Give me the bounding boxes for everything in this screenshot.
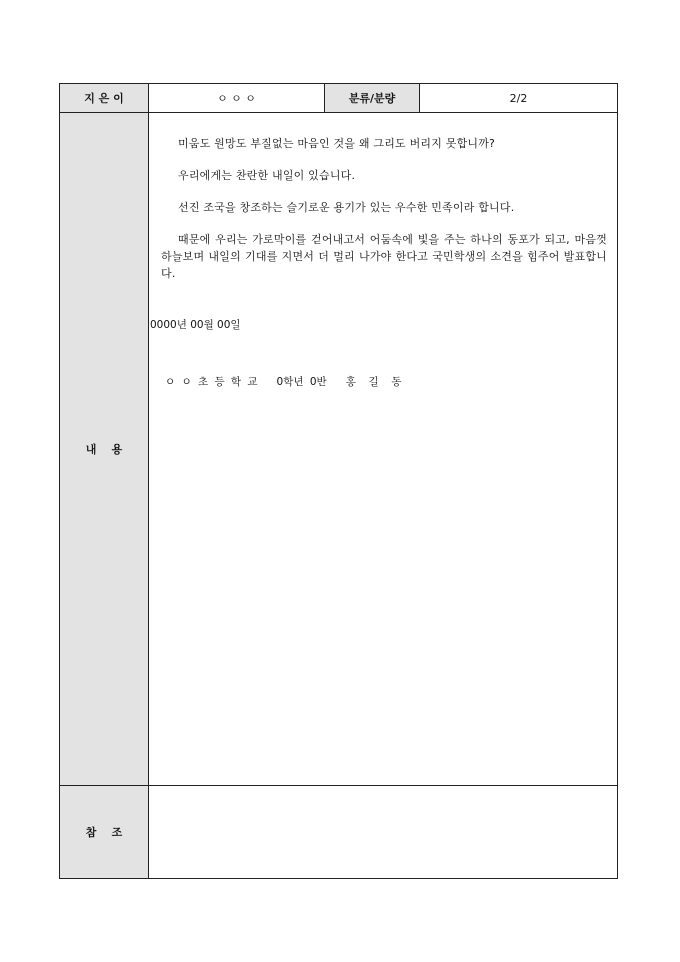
signature-text: ㅇ ㅇ 초 등 학 교 0학년 0반 홍 길 동 [165, 376, 402, 388]
header-row [60, 84, 618, 113]
paragraph-1: 미움도 원망도 부질없는 마음인 것을 왜 그리도 버리지 못합니까? [178, 137, 496, 150]
content-label: 내 용 [60, 113, 149, 786]
author-value: ㅇ ㅇ ㅇ [149, 84, 325, 113]
content-body [149, 113, 618, 786]
author-label: 지 은 이 [60, 84, 149, 113]
paragraph-3: 선진 조국을 창조하는 슬기로운 용기가 있는 우수한 민족이라 합니다. [178, 201, 515, 214]
reference-row [60, 786, 618, 879]
document-form-table [59, 83, 618, 879]
paragraph-4: 때문에 우리는 가로막이를 걷어내고서 어둠속에 빛을 주는 하나의 동포가 되고, 마음껏 하늘보며 내일의 기대를 지면서 더 멀리 나가야 한다고 국민학생의 소견을 힘주어 발표합니다. [161, 233, 607, 280]
reference-label: 참 조 [60, 786, 149, 879]
category-label: 분류/분량 [325, 84, 420, 113]
date-text: 0000년 00월 00일 [150, 319, 241, 331]
category-value: 2/2 [420, 84, 618, 113]
paragraph-2: 우리에게는 찬란한 내일이 있습니다. [178, 169, 356, 182]
content-row [60, 113, 618, 786]
reference-body [149, 786, 618, 879]
